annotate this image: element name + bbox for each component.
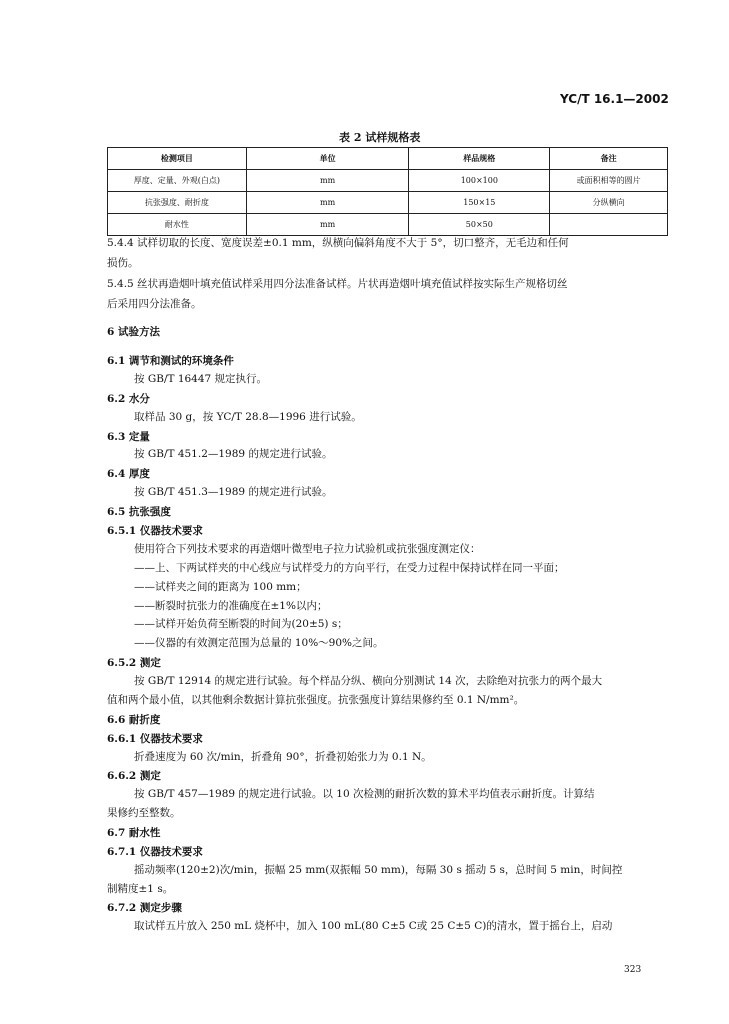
requirement-item: ——断裂时抗张力的准确度在±1%以内；	[134, 600, 328, 612]
table-header-row	[108, 148, 668, 170]
column-header: 检测项目	[108, 148, 247, 170]
section-6-7-2-heading: 6.7.2 测定步骤	[107, 902, 182, 914]
section-6-5-1-heading: 6.5.1 仪器技术要求	[107, 525, 203, 537]
clause-5-4-4-cont: 损伤。	[107, 257, 139, 269]
section-6-3-text: 按 GB/T 451.2—1989 的规定进行试验。	[134, 448, 333, 460]
table-cell: 耐水性	[108, 214, 247, 236]
section-6-7-1-text-cont: 制精度±1 s。	[107, 883, 174, 895]
section-6-7-2-text: 取试样五片放入 250 mL 烧杯中，加入 100 mL(80 C±5 C或 25 C±5 C)的清水，置于摇台上，启动	[134, 920, 613, 932]
table-cell: mm	[246, 214, 409, 236]
specification-table	[107, 147, 668, 236]
table-row	[108, 214, 668, 236]
column-header: 单位	[246, 148, 409, 170]
table-cell: 或面积相等的圆片	[550, 170, 668, 192]
section-6-7-heading: 6.7 耐水性	[107, 827, 161, 839]
section-6-4-heading: 6.4 厚度	[107, 468, 150, 480]
requirement-item: ——仪器的有效测定范围为总量的 10%～90%之间。	[134, 637, 384, 649]
standard-number: YC/T 16.1—2002	[560, 92, 669, 106]
table-caption: 表 2 试样规格表	[339, 131, 421, 144]
clause-5-4-4: 5.4.4 试样切取的长度、宽度误差±0.1 mm，纵横向偏斜角度不大于 5°，切口整齐，无毛边和任何	[107, 237, 569, 249]
section-6-7-1-text: 摇动频率(120±2)次/min，振幅 25 mm(双振幅 50 mm)，每隔 30 s 摇动 5 s，总时间 5 min，时间控	[134, 864, 623, 876]
section-6-3-heading: 6.3 定量	[107, 431, 150, 443]
clause-5-4-5-cont: 后采用四分法准备。	[107, 298, 202, 310]
section-6-7-1-heading: 6.7.1 仪器技术要求	[107, 846, 203, 858]
requirement-item: ——试样夹之间的距离为 100 mm；	[134, 581, 307, 593]
table-cell: 厚度、定量、外观(白点)	[108, 170, 247, 192]
section-6-6-2-heading: 6.6.2 测定	[107, 770, 161, 782]
table-cell: 150×15	[409, 192, 550, 214]
section-6-5-2-heading: 6.5.2 测定	[107, 657, 161, 669]
section-6-heading: 6 试验方法	[107, 326, 160, 338]
table-cell: mm	[246, 170, 409, 192]
section-6-2-heading: 6.2 水分	[107, 393, 150, 405]
section-6-6-1-text: 折叠速度为 60 次/min，折叠角 90°，折叠初始张力为 0.1 N。	[134, 751, 432, 763]
table-cell: 分纵横向	[550, 192, 668, 214]
clause-5-4-5: 5.4.5 丝状再造烟叶填充值试样采用四分法准备试样。片状再造烟叶填充值试样按实际生产规格切丝	[107, 278, 568, 290]
section-6-5-2-text-cont: 值和两个最小值，以其他剩余数据计算抗张强度。抗张强度计算结果修约至 0.1 N/mm²。	[107, 694, 525, 706]
section-6-6-2-text-cont: 果修约至整数。	[107, 807, 181, 819]
section-6-6-2-text: 按 GB/T 457—1989 的规定进行试验。以 10 次检测的耐折次数的算术平均值表示耐折度。计算结	[134, 788, 595, 800]
table-cell: 100×100	[409, 170, 550, 192]
section-6-1-text: 按 GB/T 16447 规定执行。	[134, 373, 268, 385]
section-6-6-heading: 6.6 耐折度	[107, 714, 161, 726]
table-cell: 抗张强度、耐折度	[108, 192, 247, 214]
page-number: 323	[624, 965, 642, 975]
section-6-5-2-text: 按 GB/T 12914 的规定进行试验。每个样品分纵、横向分别测试 14 次，去除绝对抗张力的两个最大	[134, 675, 603, 687]
section-6-5-heading: 6.5 抗张强度	[107, 506, 171, 518]
column-header: 样品规格	[409, 148, 550, 170]
table-row	[108, 192, 668, 214]
section-6-6-1-heading: 6.6.1 仪器技术要求	[107, 733, 203, 745]
requirement-item: ——上、下两试样夹的中心线应与试样受力的方向平行，在受力过程中保持试样在同一平面；	[134, 562, 565, 574]
column-header: 备注	[550, 148, 668, 170]
table-row	[108, 170, 668, 192]
requirement-item: ——试样开始负荷至断裂的时间为(20±5) s；	[134, 618, 348, 630]
section-6-5-1-text: 使用符合下列技术要求的再造烟叶微型电子拉力试验机或抗张强度测定仪：	[134, 543, 481, 555]
section-6-4-text: 按 GB/T 451.3—1989 的规定进行试验。	[134, 486, 333, 498]
section-6-2-text: 取样品 30 g，按 YC/T 28.8—1996 进行试验。	[134, 411, 362, 423]
table-cell	[550, 214, 668, 236]
table-cell: mm	[246, 192, 409, 214]
section-6-1-heading: 6.1 调节和测试的环境条件	[107, 355, 234, 367]
table-cell: 50×50	[409, 214, 550, 236]
